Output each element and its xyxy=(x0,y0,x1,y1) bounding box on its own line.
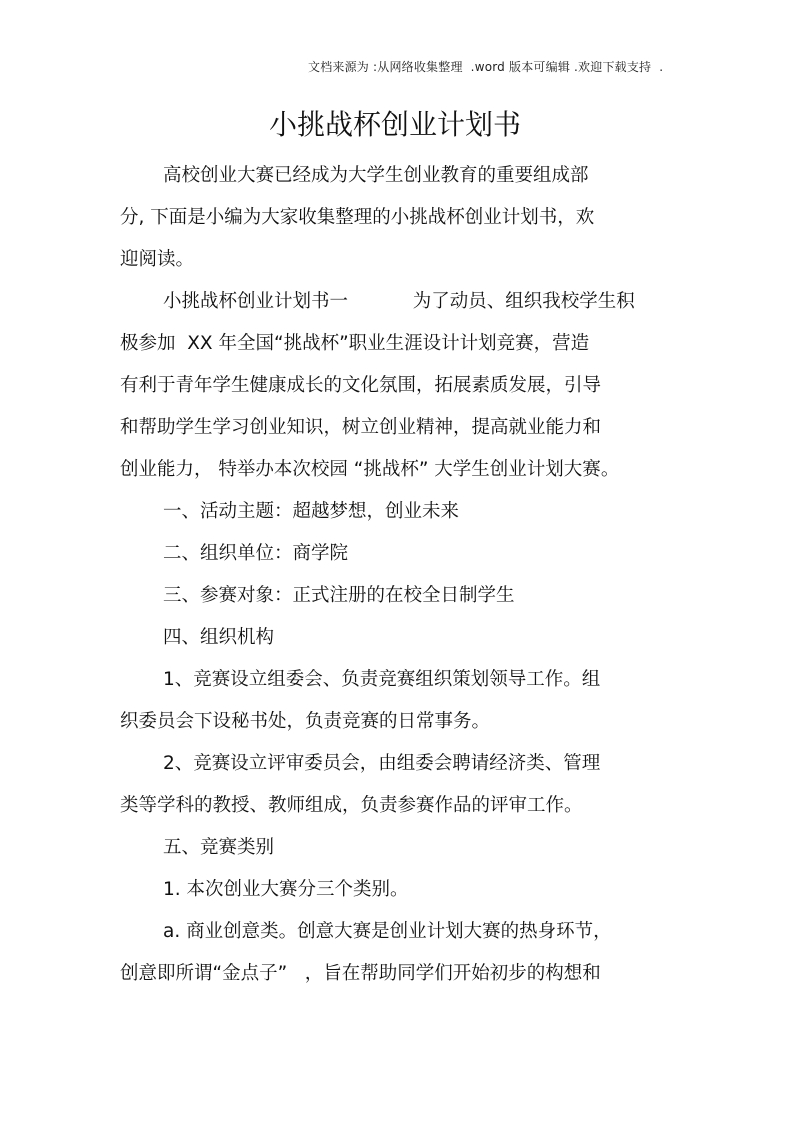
list-item-line: 1. 本次创业大赛分三个类别。 xyxy=(163,879,409,900)
source-note-header: 文档来源为 :从网络收集整理 .word 版本可编辑 .欢迎下载支持 . xyxy=(308,60,664,74)
paragraph-line: 极参加 XX 年全国“挑战杯”职业生涯设计计划竞赛，营造 xyxy=(120,333,590,354)
paragraph-line: 迎阅读。 xyxy=(120,249,195,270)
section-heading-theme: 一、活动主题：超越梦想，创业未来 xyxy=(163,501,460,522)
document-title: 小挑战杯创业计划书 xyxy=(268,108,521,141)
paragraph-line: 类等学科的教授、教师组成，负责参赛作品的评审工作。 xyxy=(120,795,583,816)
section-heading-participants: 三、参赛对象：正式注册的在校全日制学生 xyxy=(163,585,515,606)
paragraph-line: 分, 下面是小编为大家收集整理的小挑战杯创业计划书，欢 xyxy=(120,207,595,228)
paragraph-line: 创意即所谓“金点子” ，旨在帮助同学们开始初步的构想和 xyxy=(120,963,601,984)
section-heading-categories: 五、竞赛类别 xyxy=(163,837,275,858)
paragraph-line: 小挑战杯创业计划书一 为了动员、组织我校学生积 xyxy=(163,291,635,312)
list-item-line: 2、竞赛设立评审委员会，由组委会聘请经济类、管理 xyxy=(163,753,601,774)
section-heading-organization: 四、组织机构 xyxy=(163,627,275,648)
paragraph-line: 和帮助学生学习创业知识，树立创业精神，提高就业能力和 xyxy=(120,417,602,438)
paragraph-line: 织委员会下设秘书处，负责竞赛的日常事务。 xyxy=(120,711,491,732)
section-heading-organizer: 二、组织单位：商学院 xyxy=(163,543,349,564)
paragraph-line: 有利于青年学生健康成长的文化氛围，拓展素质发展，引导 xyxy=(120,375,602,396)
list-item-line: a. 商业创意类。创意大赛是创业计划大赛的热身环节， xyxy=(163,921,612,942)
paragraph-line: 创业能力， 特举办本次校园 “挑战杯” 大学生创业计划大赛。 xyxy=(120,459,620,480)
paragraph-line: 高校创业大赛已经成为大学生创业教育的重要组成部 xyxy=(163,165,589,186)
list-item-line: 1、竞赛设立组委会、负责竞赛组织策划领导工作。组 xyxy=(163,669,601,690)
